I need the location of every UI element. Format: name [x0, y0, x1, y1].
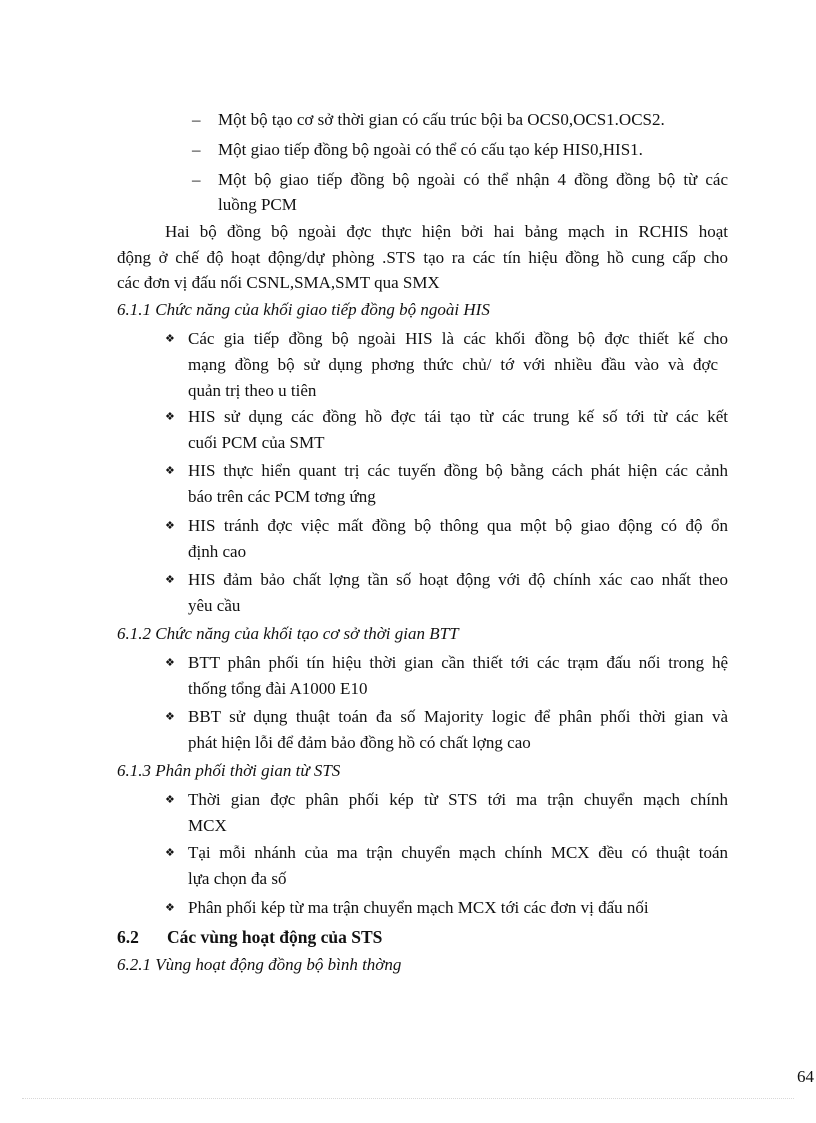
bullet-icon: ❖ [165, 465, 175, 477]
bullet-text: Tại mỗi nhánh của ma trận chuyển mạch chính MCX đều có thuật toán [188, 843, 728, 862]
section-number-6-2: 6.2 [117, 927, 139, 947]
dash-item-text: Một bộ giao tiếp đồng bộ ngoài có thể nhận 4 đồng đồng bộ từ các [218, 170, 728, 189]
bullet-text: định cao [188, 542, 247, 561]
bullet-icon: ❖ [165, 574, 175, 586]
dash-item-text: Một giao tiếp đồng bộ ngoài có thể có cấu tạo kép HIS0,HIS1. [218, 140, 643, 159]
bullet-text: mạng đồng bộ sử dụng phơng thức chủ/ tớ với nhiều đầu vào và đợc [188, 355, 718, 374]
footer-divider [22, 1098, 794, 1099]
bullet-icon: ❖ [165, 794, 175, 806]
dash-marker: – [192, 170, 201, 189]
page-number: 64 [797, 1067, 814, 1086]
bullet-icon: ❖ [165, 411, 175, 423]
bullet-text: cuối PCM của SMT [188, 433, 325, 452]
bullet-text: Các gia tiếp đồng bộ ngoài HIS là các khối đồng bộ đợc thiết kế cho [188, 329, 728, 348]
bullet-icon: ❖ [165, 847, 175, 859]
bullet-text: MCX [188, 816, 227, 835]
section-heading-6-2: Các vùng hoạt động của STS [167, 927, 383, 947]
paragraph-line: các đơn vị đấu nối CSNL,SMA,SMT qua SMX [117, 273, 440, 292]
section-heading-6-1-3: 6.1.3 Phân phối thời gian từ STS [117, 761, 341, 780]
bullet-text: phát hiện lỗi để đảm bảo đồng hồ có chất lợng cao [188, 733, 531, 752]
bullet-text: HIS tránh đợc việc mất đồng bộ thông qua một bộ giao động có độ ổn [188, 516, 728, 535]
bullet-text: HIS thực hiển quant trị các tuyến đồng bộ bằng cách phát hiện các cảnh [188, 461, 728, 480]
bullet-icon: ❖ [165, 520, 175, 532]
bullet-text: Phân phối kép từ ma trận chuyển mạch MCX tới các đơn vị đấu nối [188, 898, 649, 917]
paragraph-line: động ở chế độ hoạt động/dự phòng .STS tạo ra các tín hiệu đồng hồ cung cấp cho [117, 248, 728, 267]
bullet-text: HIS đảm bảo chất lợng tần số hoạt động với độ chính xác cao nhất theo [188, 570, 728, 589]
paragraph-line: Hai bộ đồng bộ ngoài đợc thực hiện bởi hai bảng mạch in RCHIS hoạt [165, 222, 728, 241]
dash-item-text: Một bộ tạo cơ sở thời gian có cấu trúc bội ba OCS0,OCS1.OCS2. [218, 110, 665, 129]
bullet-text: quản trị theo u tiên [188, 381, 317, 400]
bullet-text: HIS sử dụng các đồng hồ đợc tái tạo từ các trung kế số tới từ các kết [188, 407, 728, 426]
bullet-text: báo trên các PCM tơng ứng [188, 487, 376, 506]
bullet-text: Thời gian đợc phân phối kép từ STS tới ma trận chuyển mạch chính [188, 790, 728, 809]
bullet-icon: ❖ [165, 333, 175, 345]
bullet-text: thống tổng đài A1000 E10 [188, 679, 368, 698]
bullet-icon: ❖ [165, 902, 175, 914]
dash-item-text: luồng PCM [218, 195, 297, 214]
bullet-text: lựa chọn đa số [188, 869, 287, 888]
bullet-text: BBT sử dụng thuật toán đa số Majority logic để phân phối thời gian và [188, 707, 728, 726]
dash-marker: – [192, 140, 201, 159]
bullet-icon: ❖ [165, 711, 175, 723]
bullet-text: BTT phân phối tín hiệu thời gian cần thiết tới các trạm đấu nối trong hệ [188, 653, 728, 672]
section-heading-6-1-1: 6.1.1 Chức năng của khối giao tiếp đồng bộ ngoài HIS [117, 300, 490, 319]
bullet-text: yêu cầu [188, 596, 241, 615]
dash-marker: – [192, 110, 201, 129]
section-heading-6-2-1: 6.2.1 Vùng hoạt động đồng bộ bình thờng [117, 955, 402, 974]
bullet-icon: ❖ [165, 657, 175, 669]
section-heading-6-1-2: 6.1.2 Chức năng của khối tạo cơ sở thời gian BTT [117, 624, 459, 643]
